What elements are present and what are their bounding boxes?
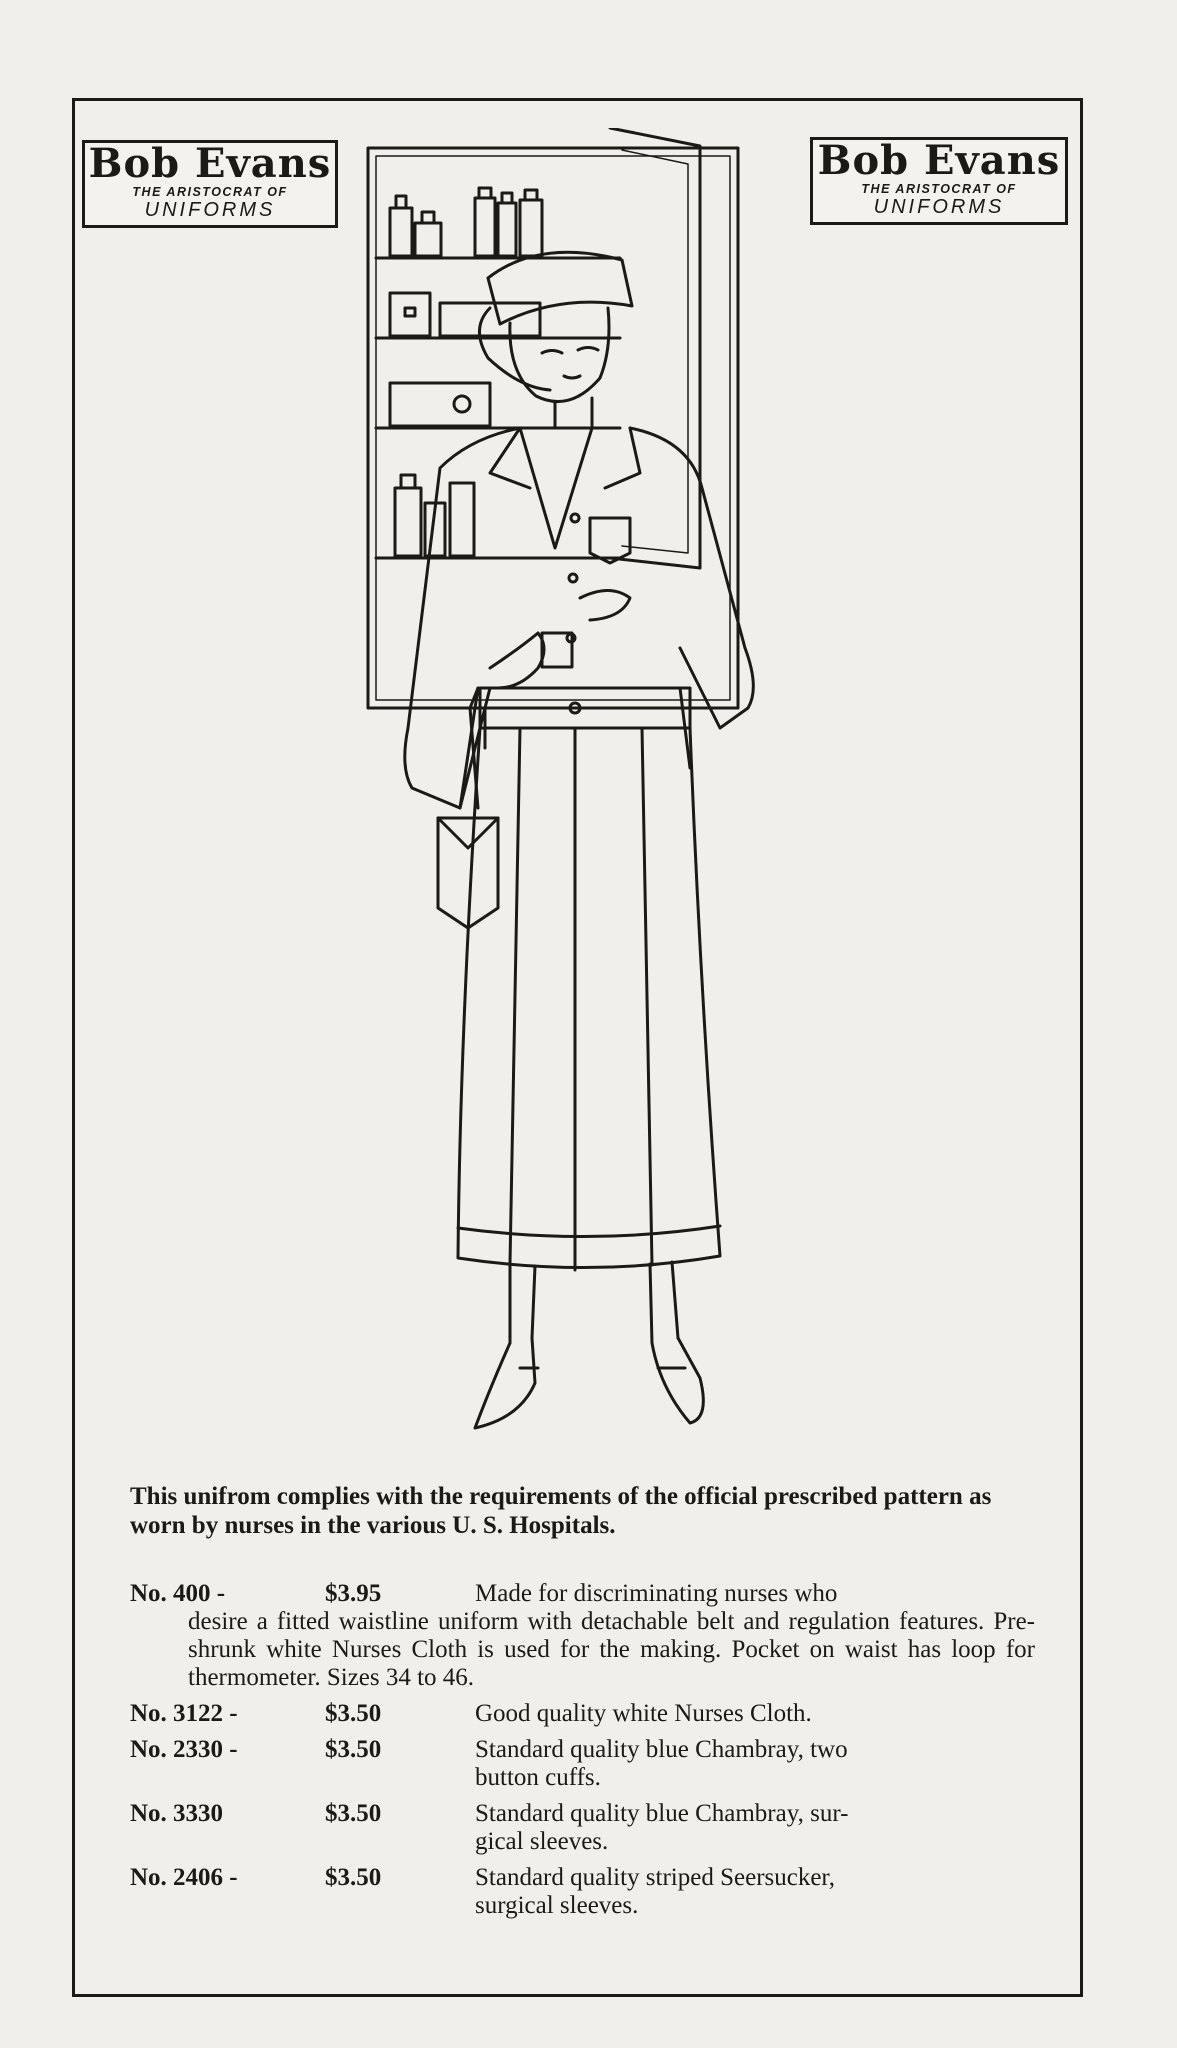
product-list bbox=[130, 1580, 1035, 1920]
product-description-continued: gical sleeves. bbox=[475, 1828, 609, 1855]
product-description: Made for discriminating nurses who bbox=[475, 1580, 838, 1607]
product-description: Good quality white Nurses Cloth. bbox=[475, 1700, 812, 1727]
product-number: No. 2406 - bbox=[130, 1864, 238, 1891]
product-description-continued: desire a fitted waistline uniform with detachable belt and regulation features. Pre-shrunk white Nurses Cloth is used for the making. Pocket on waist has loop for thermometer. Sizes 34 to 46. bbox=[188, 1608, 1035, 1691]
product-item bbox=[130, 1800, 1035, 1856]
product-price: $3.50 bbox=[325, 1700, 382, 1727]
logo-brand-name: Bob Evans bbox=[88, 140, 332, 187]
nurse-legs-drawing bbox=[475, 1262, 703, 1428]
logo-tagline: THE ARISTOCRAT OF bbox=[861, 182, 1017, 196]
uniform-description-intro: This unifrom complies with the requirements of the official prescribed pattern as worn by nurses in the various U. S. Hospitals. bbox=[130, 1483, 992, 1539]
product-number: No. 3330 bbox=[130, 1800, 224, 1827]
product-price: $3.50 bbox=[325, 1800, 382, 1827]
logo-subline: UNIFORMS bbox=[873, 196, 1005, 218]
logo-subline: UNIFORMS bbox=[144, 199, 276, 221]
logo-brand-name: Bob Evans bbox=[817, 137, 1061, 184]
product-number: No. 3122 - bbox=[130, 1700, 238, 1727]
product-item bbox=[130, 1700, 1035, 1728]
product-description: Standard quality blue Chambray, sur- bbox=[475, 1800, 849, 1827]
product-description-continued: surgical sleeves. bbox=[475, 1892, 639, 1919]
product-item bbox=[130, 1580, 1035, 1692]
bob-evans-logo-right bbox=[810, 137, 1068, 225]
nurse-uniform-illustration bbox=[360, 128, 800, 1478]
bob-evans-logo-left bbox=[82, 140, 338, 228]
product-price: $3.95 bbox=[325, 1580, 382, 1607]
nurse-head-drawing bbox=[479, 252, 632, 428]
product-description: Standard quality striped Seersucker, bbox=[475, 1864, 836, 1891]
product-number: No. 2330 - bbox=[130, 1736, 238, 1763]
product-price: $3.50 bbox=[325, 1864, 382, 1891]
product-description-continued: button cuffs. bbox=[475, 1764, 601, 1791]
product-item bbox=[130, 1736, 1035, 1792]
product-price: $3.50 bbox=[325, 1736, 382, 1763]
logo-tagline: THE ARISTOCRAT OF bbox=[132, 185, 288, 199]
product-item bbox=[130, 1864, 1035, 1920]
product-description: Standard quality blue Chambray, two bbox=[475, 1736, 848, 1763]
product-number: No. 400 - bbox=[130, 1580, 226, 1607]
medicine-cabinet-drawing bbox=[368, 128, 738, 708]
